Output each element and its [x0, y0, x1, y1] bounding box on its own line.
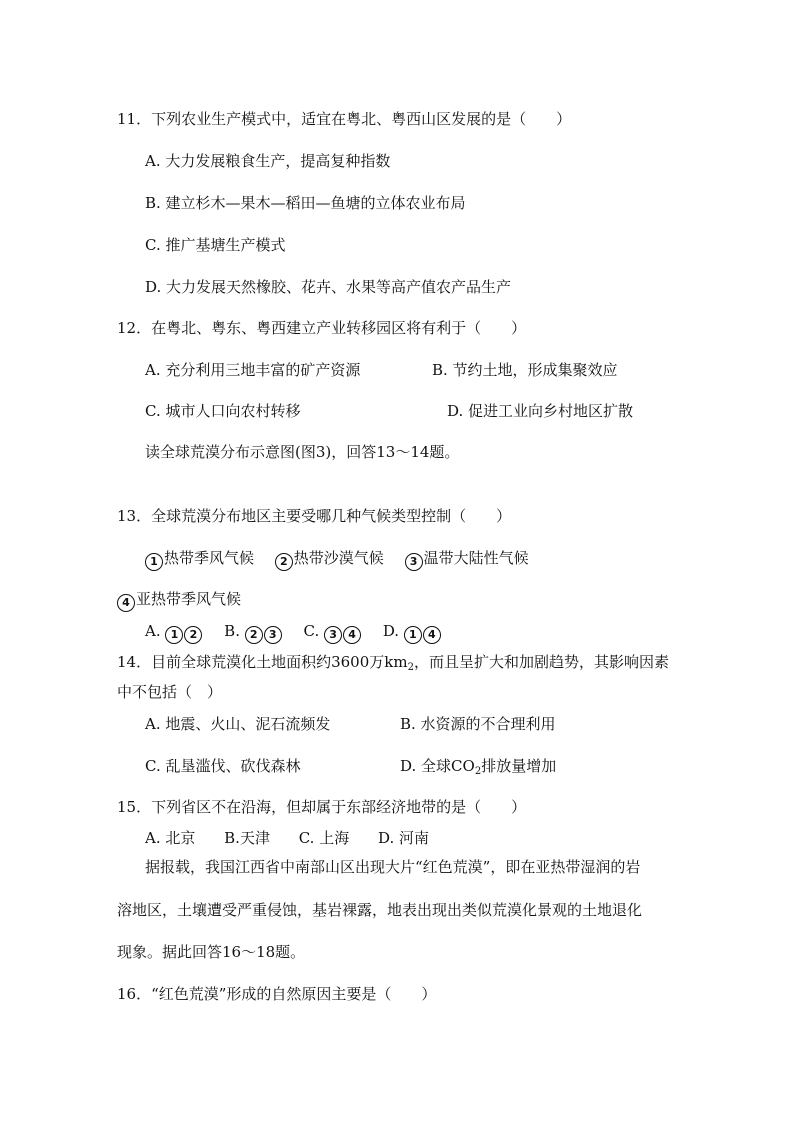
option-label: B.: [224, 622, 240, 640]
circled-number: 2: [245, 626, 263, 644]
q15-options: [145, 828, 429, 848]
intro-16-line1: 据报载，我国江西省中南部山区出现大片“红色荒漠”，即在亚热带湿润的岩: [145, 858, 641, 876]
circled-number: 1: [404, 626, 422, 644]
q14-option-c: C. 乱垦滥伐、砍伐森林: [145, 757, 301, 775]
circled-number: 4: [423, 626, 441, 644]
q15-stem: 15．下列省区不在沿海，但却属于东部经济地带的是（ ）: [117, 798, 527, 816]
q15-option-d: D. 河南: [378, 829, 430, 847]
q14-stem-line1: [117, 652, 669, 678]
q13-option-c: [304, 621, 363, 644]
intro-16-line3: 现象。据此回答16～18题。: [117, 943, 306, 961]
option-label: C.: [303, 622, 320, 640]
q13-item-4-text: 亚热带季风气候: [136, 590, 242, 608]
option-label: A.: [145, 622, 161, 640]
option-label: D.: [382, 622, 400, 640]
q13-item-1-text: 热带季风气候: [164, 549, 255, 567]
circled-number: 1: [145, 553, 163, 571]
q16-stem: 16．“红色荒漠”形成的自然原因主要是（ ）: [117, 985, 437, 1003]
circled-number: 3: [324, 626, 342, 644]
q11-option-d: D. 大力发展天然橡胶、花卉、水果等高产值农产品生产: [145, 278, 512, 296]
q14-stem-part2: ，而且呈扩大和加剧趋势，其影响因素: [413, 653, 669, 671]
q13-option-a: [145, 621, 203, 644]
q13-climate-items-row1: [145, 548, 529, 571]
q13-item-3: [405, 548, 529, 571]
q12-option-d: D. 促进工业向乡村地区扩散: [447, 402, 634, 420]
q13-option-d: [383, 621, 442, 644]
circled-number: 3: [405, 553, 423, 571]
q14-option-d-subscript: 2: [474, 766, 482, 777]
q12-option-b: B. 节约土地，形成集聚效应: [432, 361, 618, 379]
circled-number: 3: [264, 626, 282, 644]
q15-option-a: A. 北京: [145, 829, 196, 847]
q13-item-2: [275, 548, 384, 571]
q13-option-b: [224, 621, 283, 644]
q11-option-c: C. 推广基塘生产模式: [145, 236, 286, 254]
q15-option-c: C. 上海: [298, 829, 350, 847]
q11-option-a: A. 大力发展粮食生产，提高复种指数: [145, 152, 391, 170]
q13-options: [145, 621, 442, 644]
q13-item-4: [117, 589, 241, 612]
circled-number: 1: [165, 626, 183, 644]
circled-number: 2: [275, 553, 293, 571]
q13-item-3-text: 温带大陆性气候: [423, 549, 529, 567]
q12-option-a: A. 充分利用三地丰富的矿产资源: [145, 361, 361, 379]
circled-number: 2: [184, 626, 202, 644]
q14-option-b: B. 水资源的不合理利用: [400, 715, 556, 733]
q14-option-d-part2: 排放量增加: [481, 757, 557, 775]
q14-option-d: [400, 756, 556, 782]
q14-stem-line2: 中不包括（ ）: [117, 683, 223, 701]
q13-stem: 13．全球荒漠分布地区主要受哪几种气候类型控制（ ）: [117, 507, 512, 525]
q11-option-b: B. 建立杉木—果木—稻田—鱼塘的立体农业布局: [145, 194, 466, 212]
q13-climate-items-row2: [117, 589, 241, 612]
q12-stem: 12．在粤北、粤东、粤西建立产业转移园区将有利于（ ）: [117, 319, 527, 337]
circled-number: 4: [117, 594, 135, 612]
q13-item-2-text: 热带沙漠气候: [293, 549, 384, 567]
q11-stem: 11．下列农业生产模式中，适宜在粤北、粤西山区发展的是（ ）: [117, 110, 572, 128]
q13-item-1: [145, 548, 254, 571]
q14-stem-part1: 14．目前全球荒漠化土地面积约3600万km: [117, 653, 408, 671]
q14-option-d-part1: D. 全球CO: [400, 757, 475, 775]
circled-number: 4: [343, 626, 361, 644]
q14-option-a: A. 地震、火山、泥石流频发: [145, 715, 331, 733]
q15-option-b: B.天津: [224, 829, 270, 847]
intro-13-14: 读全球荒漠分布示意图(图3)，回答13～14题。: [145, 443, 460, 461]
q14-stem-subscript: 2: [407, 662, 414, 673]
q12-option-c: C. 城市人口向农村转移: [145, 402, 301, 420]
intro-16-line2: 溶地区，土壤遭受严重侵蚀，基岩裸露，地表出现出类似荒漠化景观的土地退化: [117, 901, 643, 919]
